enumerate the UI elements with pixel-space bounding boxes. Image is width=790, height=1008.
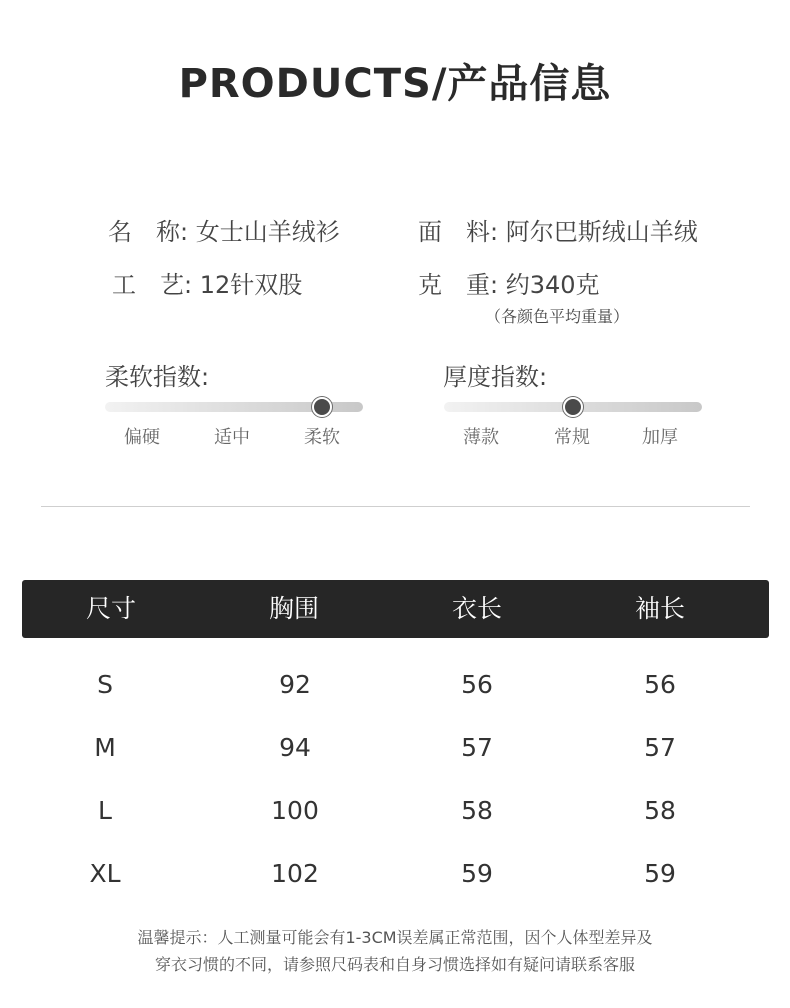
spec-weight-key-b: 重: [466,271,499,299]
table-cell: 56 [461,670,493,699]
table-header-cell: 袖长 [634,594,685,623]
spec-name [108,212,340,247]
thickness-tick: 常规 [554,427,590,448]
spec-weight-key-a: 克 [418,271,442,299]
spec-name-key-a: 名 [108,218,132,246]
spec-craft-value: 12针双股 [199,271,303,299]
table-cell: 102 [271,859,319,888]
spec-weight [418,265,600,300]
table-header [22,580,769,638]
table-cell: 59 [644,859,676,888]
thickness-marker [563,397,583,417]
softness-title: 柔软指数: [105,363,210,391]
table-cell: 58 [461,796,493,825]
softness-tick: 适中 [214,427,250,448]
spec-fabric-value: 阿尔巴斯绒山羊绒 [505,218,698,246]
thickness-tick: 加厚 [642,427,678,448]
weight-note: （各颜色平均重量） [485,307,630,326]
spec-craft-key-b: 艺: [160,271,193,299]
notice-line: 穿衣习惯的不同，请参照尺码表和自身习惯选择如有疑问请联系客服 [154,955,635,974]
table-header-cell: 衣长 [451,594,502,623]
softness-tick: 柔软 [304,427,340,448]
spec-name-key-b: 称: [156,218,189,246]
spec-fabric-key-b: 料: [466,218,499,246]
table-cell: 58 [644,796,676,825]
table-cell: 59 [461,859,493,888]
divider [41,506,750,507]
table-cell: 100 [271,796,319,825]
spec-craft-key-a: 工 [112,271,136,299]
thickness-title: 厚度指数: [443,363,548,391]
spec-weight-value: 约340克 [505,271,600,299]
table-cell: L [98,796,112,825]
softness-tick: 偏硬 [124,427,160,448]
softness-marker [312,397,332,417]
table-cell: 94 [279,733,311,762]
table-cell: S [97,670,113,699]
notice-line: 温馨提示：人工测量可能会有1-3CM误差属正常范围，因个人体型差异及 [137,928,653,947]
thickness-tick: 薄款 [463,427,499,448]
table-cell: XL [89,859,121,888]
spec-fabric [418,212,698,247]
table-header-cell: 胸围 [268,594,319,623]
page-title: PRODUCTS/产品信息 [178,61,612,107]
spec-craft [112,265,302,300]
table-cell: 57 [644,733,676,762]
table-cell: 57 [461,733,493,762]
table-cell: 56 [644,670,676,699]
table-header-cell: 尺寸 [85,594,136,623]
spec-fabric-key-a: 面 [418,218,442,246]
spec-name-value: 女士山羊绒衫 [195,218,340,246]
table-cell: M [94,733,116,762]
table-cell: 92 [279,670,311,699]
